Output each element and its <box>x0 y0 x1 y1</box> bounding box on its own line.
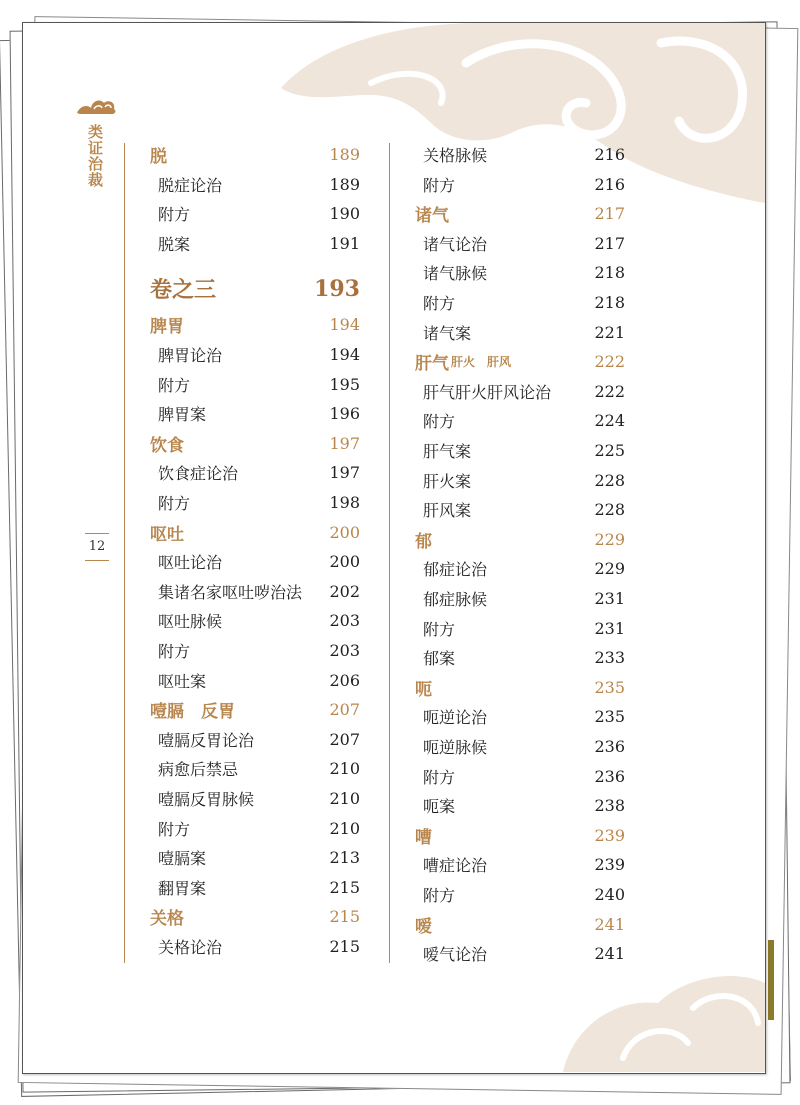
toc-entry-title: 附方 <box>158 819 191 839</box>
toc-entry-row[interactable] <box>415 318 625 347</box>
toc-entry-title: 脱案 <box>158 234 191 254</box>
toc-page-number: 210 <box>329 759 360 779</box>
toc-entry-row[interactable] <box>415 258 625 287</box>
toc-entry-row[interactable] <box>150 754 360 783</box>
toc-entry-title: 呃逆脉候 <box>423 738 488 757</box>
toc-page <box>22 22 766 1074</box>
toc-page-number: 221 <box>594 322 625 342</box>
toc-page-number: 240 <box>594 885 625 904</box>
toc-entry-title: 附方 <box>423 412 456 432</box>
toc-page-number: 241 <box>594 944 625 964</box>
toc-page-number: 215 <box>329 937 360 956</box>
toc-entry-title: 诸气案 <box>423 323 472 343</box>
page-number: 12 <box>88 539 106 554</box>
toc-page-number: 189 <box>329 174 360 194</box>
toc-entry-row[interactable] <box>150 488 360 517</box>
toc-page-number: 216 <box>594 174 625 194</box>
auspicious-cloud-logo-icon <box>76 95 118 117</box>
toc-entry-row[interactable] <box>150 725 360 754</box>
toc-section-row[interactable] <box>415 525 625 554</box>
toc-page-number: 235 <box>594 677 625 697</box>
toc-entry-title: 肝气 <box>415 354 449 375</box>
toc-page-number: 233 <box>594 648 625 668</box>
toc-entry-title: 脾胃 <box>150 317 184 338</box>
toc-entry-title: 集诸名家呕吐哕治法 <box>158 582 303 602</box>
toc-page-number: 203 <box>329 641 360 660</box>
toc-section-row[interactable] <box>415 199 625 228</box>
toc-entry-row[interactable] <box>415 880 625 909</box>
toc-section-row[interactable] <box>150 518 360 547</box>
toc-section-row[interactable] <box>150 429 360 458</box>
toc-page-number: 210 <box>329 789 360 808</box>
column-rule <box>124 143 125 963</box>
toc-entry-title: 脾胃案 <box>158 405 207 425</box>
toc-entry-row[interactable] <box>150 784 360 813</box>
toc-section-row[interactable] <box>415 821 625 850</box>
toc-page-number: 218 <box>594 293 625 312</box>
toc-entry-title: 肝风案 <box>423 501 472 521</box>
toc-page-number: 207 <box>329 729 360 749</box>
toc-section-row[interactable] <box>150 140 360 169</box>
toc-entry-row[interactable] <box>415 732 625 761</box>
toc-entry-title: 呃 <box>415 679 432 700</box>
page-number-rule <box>85 533 109 534</box>
toc-page-number: 222 <box>594 381 625 401</box>
toc-page-number: 215 <box>329 907 360 927</box>
cover-edge <box>768 940 774 1020</box>
toc-entry-title: 郁症脉候 <box>423 590 488 609</box>
toc-page-number: 207 <box>329 700 360 720</box>
toc-entry-row[interactable] <box>150 199 360 228</box>
toc-entry-title: 附方 <box>158 642 191 661</box>
toc-entry-row[interactable] <box>150 606 360 635</box>
toc-entry-row[interactable] <box>415 436 625 465</box>
toc-entry-title: 附方 <box>423 767 456 787</box>
toc-entry-row[interactable] <box>415 406 625 435</box>
toc-page-number: 197 <box>329 433 360 453</box>
toc-entry-row[interactable] <box>150 873 360 902</box>
toc-entry-row[interactable] <box>150 229 360 258</box>
toc-page-number: 202 <box>329 581 360 601</box>
toc-page-number: 193 <box>314 275 360 302</box>
toc-page-number: 224 <box>594 411 625 431</box>
toc-entry-row[interactable] <box>150 636 360 665</box>
toc-entry-row[interactable] <box>150 577 360 606</box>
toc-entry-title: 饮食症论治 <box>158 464 239 484</box>
toc-entry-title: 附方 <box>423 294 456 313</box>
toc-section-row[interactable] <box>150 695 360 724</box>
toc-entry-row[interactable] <box>415 140 625 169</box>
toc-entry-row[interactable] <box>150 814 360 843</box>
toc-entry-title: 呕吐案 <box>158 671 207 691</box>
toc-entry-row[interactable] <box>150 458 360 487</box>
toc-entry-title: 附方 <box>423 175 456 195</box>
toc-entry-title: 诸气脉候 <box>423 264 488 284</box>
toc-entry-title: 附方 <box>158 205 191 225</box>
toc-page-number: 229 <box>594 559 625 579</box>
toc-entry-row[interactable] <box>415 614 625 643</box>
toc-entry-title: 噎膈反胃论治 <box>158 730 255 750</box>
toc-entry-row[interactable] <box>415 791 625 820</box>
toc-entry-title: 脾胃论治 <box>158 346 223 365</box>
toc-page-number: 228 <box>594 470 625 490</box>
toc-entry-title: 病愈后禁忌 <box>158 760 239 780</box>
toc-section-row[interactable] <box>415 910 625 939</box>
toc-page-number: 203 <box>329 611 360 631</box>
toc-entry-row[interactable] <box>415 762 625 791</box>
page-number-rule <box>85 560 109 561</box>
toc-page-number: 197 <box>329 463 360 483</box>
toc-page-number: 217 <box>594 204 625 224</box>
toc-volume-row[interactable] <box>150 274 360 303</box>
toc-entry-row[interactable] <box>415 229 625 258</box>
toc-page-number: 241 <box>594 914 625 934</box>
toc-entry-title: 嗳气论治 <box>423 945 488 965</box>
toc-page-number: 200 <box>329 522 360 542</box>
toc-entry-title: 附方 <box>423 886 456 905</box>
toc-entry-title: 翻胃案 <box>158 878 207 898</box>
toc-section-row[interactable] <box>150 310 360 339</box>
toc-entry-row[interactable] <box>150 932 360 961</box>
toc-page-number: 238 <box>594 796 625 816</box>
series-title: 类证治裁 <box>86 124 104 188</box>
toc-page-number: 194 <box>329 315 360 335</box>
toc-entry-title: 附方 <box>158 494 191 513</box>
toc-entry-title: 诸气 <box>415 206 449 227</box>
toc-page-number: 216 <box>594 145 625 164</box>
toc-page-number: 213 <box>329 848 360 868</box>
toc-entry-title: 呕吐论治 <box>158 553 223 573</box>
toc-entry-title: 附方 <box>423 619 456 639</box>
toc-entry-row[interactable] <box>415 170 625 199</box>
toc-entry-row[interactable] <box>150 399 360 428</box>
toc-entry-title: 饮食 <box>150 435 184 456</box>
toc-entry-title: 肝气案 <box>423 442 472 461</box>
toc-entry-title: 关格论治 <box>158 938 223 957</box>
toc-page-number: 239 <box>594 855 625 875</box>
toc-entry-row[interactable] <box>150 547 360 576</box>
cloud-pattern-icon <box>563 968 765 1072</box>
toc-entry-title: 郁 <box>415 531 432 552</box>
toc-entry-title: 噎膈反胃脉候 <box>158 790 255 809</box>
toc-page-number: 190 <box>329 204 360 224</box>
toc-page-number: 191 <box>329 233 360 253</box>
toc-entry-row[interactable] <box>415 288 625 317</box>
toc-entry-row[interactable] <box>150 370 360 399</box>
toc-entry-title: 呕吐 <box>150 524 184 545</box>
toc-entry-title: 脱 <box>150 147 167 167</box>
toc-page-number: 195 <box>329 374 360 394</box>
toc-entry-row[interactable] <box>150 340 360 369</box>
toc-page-number: 236 <box>594 766 625 786</box>
toc-entry-row[interactable] <box>415 554 625 583</box>
toc-page-number: 231 <box>594 589 625 608</box>
toc-entry-title: 关格 <box>150 909 184 930</box>
toc-page-number: 215 <box>329 877 360 897</box>
toc-entry-row[interactable] <box>415 939 625 968</box>
toc-entry-title: 噎膈案 <box>158 849 207 869</box>
toc-entry-row[interactable] <box>150 843 360 872</box>
toc-page-number: 228 <box>594 500 625 520</box>
toc-entry-subtitle: 肝火 肝风 <box>451 355 512 370</box>
toc-page-number: 236 <box>594 737 625 756</box>
toc-entry-title: 诸气论治 <box>423 234 488 254</box>
toc-entry-row[interactable] <box>415 584 625 613</box>
toc-entry-row[interactable] <box>415 495 625 524</box>
toc-entry-title: 呕吐脉候 <box>158 612 223 632</box>
column-rule <box>389 143 390 963</box>
toc-page-number: 210 <box>329 818 360 838</box>
toc-page-number: 206 <box>329 670 360 690</box>
toc-page-number: 222 <box>594 352 625 372</box>
toc-entry-title: 嗳 <box>415 916 432 937</box>
toc-entry-row[interactable] <box>415 643 625 672</box>
toc-entry-title: 附方 <box>158 375 191 395</box>
toc-entry-title: 嘈症论治 <box>423 856 488 876</box>
toc-page-number: 189 <box>329 145 360 164</box>
toc-entry-row[interactable] <box>150 666 360 695</box>
toc-page-number: 225 <box>594 441 625 460</box>
toc-entry-row[interactable] <box>415 377 625 406</box>
toc-entry-row[interactable] <box>415 702 625 731</box>
toc-page-number: 235 <box>594 707 625 727</box>
toc-section-row[interactable] <box>415 347 625 376</box>
toc-page-number: 239 <box>594 825 625 845</box>
toc-entry-title: 肝气肝火肝风论治 <box>423 382 552 402</box>
toc-page-number: 198 <box>329 493 360 512</box>
toc-entry-title: 脱症论治 <box>158 175 223 195</box>
toc-entry-title: 郁案 <box>423 649 456 669</box>
toc-entry-title: 关格脉候 <box>423 146 488 165</box>
toc-entry-title: 肝火案 <box>423 471 472 491</box>
toc-section-row[interactable] <box>415 673 625 702</box>
toc-entry-title: 呃案 <box>423 797 456 817</box>
toc-entry-title: 噎膈 反胃 <box>150 702 235 723</box>
toc-page-number: 196 <box>329 404 360 424</box>
toc-entry-row[interactable] <box>150 170 360 199</box>
toc-entry-title: 卷之三 <box>150 277 217 304</box>
toc-page-number: 217 <box>594 233 625 253</box>
toc-page-number: 231 <box>594 618 625 638</box>
toc-page-number: 229 <box>594 529 625 549</box>
toc-page-number: 200 <box>329 552 360 572</box>
toc-page-number: 218 <box>594 263 625 283</box>
toc-entry-row[interactable] <box>415 850 625 879</box>
toc-entry-title: 呃逆论治 <box>423 708 488 728</box>
toc-section-row[interactable] <box>150 902 360 931</box>
toc-entry-title: 嘈 <box>415 827 432 848</box>
toc-page-number: 194 <box>329 345 360 364</box>
toc-entry-title: 郁症论治 <box>423 560 488 580</box>
toc-entry-row[interactable] <box>415 466 625 495</box>
